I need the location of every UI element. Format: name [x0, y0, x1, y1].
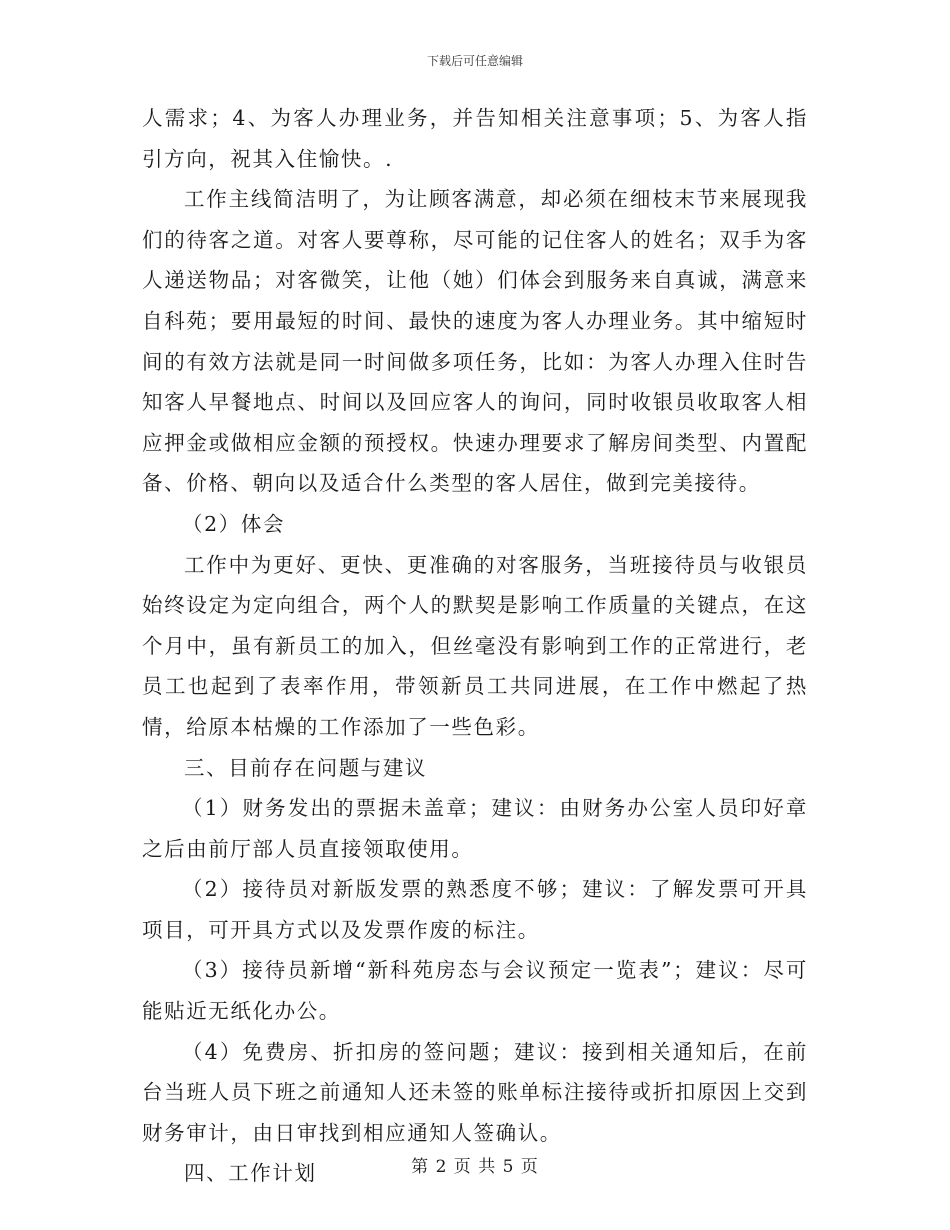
subheading-tihui: （2）体会 [182, 511, 286, 536]
paragraph-1: 人需求；4、为客人办理业务，并告知相关注意事项；5、为客人指引方向，祝其入住愉快。. [142, 106, 808, 171]
issue-4: （4）免费房、折扣房的签问题；建议：接到相关通知后，在前台当班人员下班之前通知人还未签的账单标注接待或折扣原因上交到财务审计，由日审找到相应通知人签确认。 [142, 1039, 808, 1145]
issue-3: （3）接待员新增“新科苑房态与会议预定一览表”；建议：尽可能贴近无纸化办公。 [142, 958, 808, 1024]
paragraph-2: 工作主线简洁明了，为让顾客满意，却必须在细枝末节来展现我们的待客之道。对客人要尊称，尽可能的记住客人的姓名；双手为客人递送物品；对客微笑，让他（她）们体会到服务来自真诚，满意来自科苑；要用最短的时间、最快的速度为客人办理业务。其中缩短时间的有效方法就是同一时间做多项任务，比如：为客人办理入住时告知客人早餐地点、时间以及回应客人的询问，同时收银员收取客人相应押金或做相应金额的预授权。快速办理要求了解房间类型、内置配备、价格、朝向以及适合什么类型的客人居住，做到完美接待。 [142, 187, 808, 496]
document-body [142, 98, 808, 1194]
issue-1: （1）财务发出的票据未盖章；建议：由财务办公室人员印好章之后由前厅部人员直接领取使用。 [142, 796, 808, 861]
issue-2: （2）接待员对新版发票的熟悉度不够；建议：了解发票可开具项目，可开具方式以及发票作废的标注。 [142, 877, 808, 942]
section-heading-3: 三、目前存在问题与建议 [184, 755, 428, 780]
page-header: 下载后可任意编辑 [426, 54, 523, 68]
section-heading-4: 四、工作计划 [184, 1161, 317, 1186]
paragraph-4: 工作中为更好、更快、更准确的对客服务，当班接待员与收银员始终设定为定向组合，两个人的默契是影响工作质量的关键点，在这个月中，虽有新员工的加入，但丝毫没有影响到工作的正常进行，老员工也起到了表率作用，带领新员工共同进展，在工作中燃起了热情，给原本枯燥的工作添加了一些色彩。 [142, 552, 808, 739]
page-footer: 第 2 页 共 5 页 [411, 1157, 539, 1177]
